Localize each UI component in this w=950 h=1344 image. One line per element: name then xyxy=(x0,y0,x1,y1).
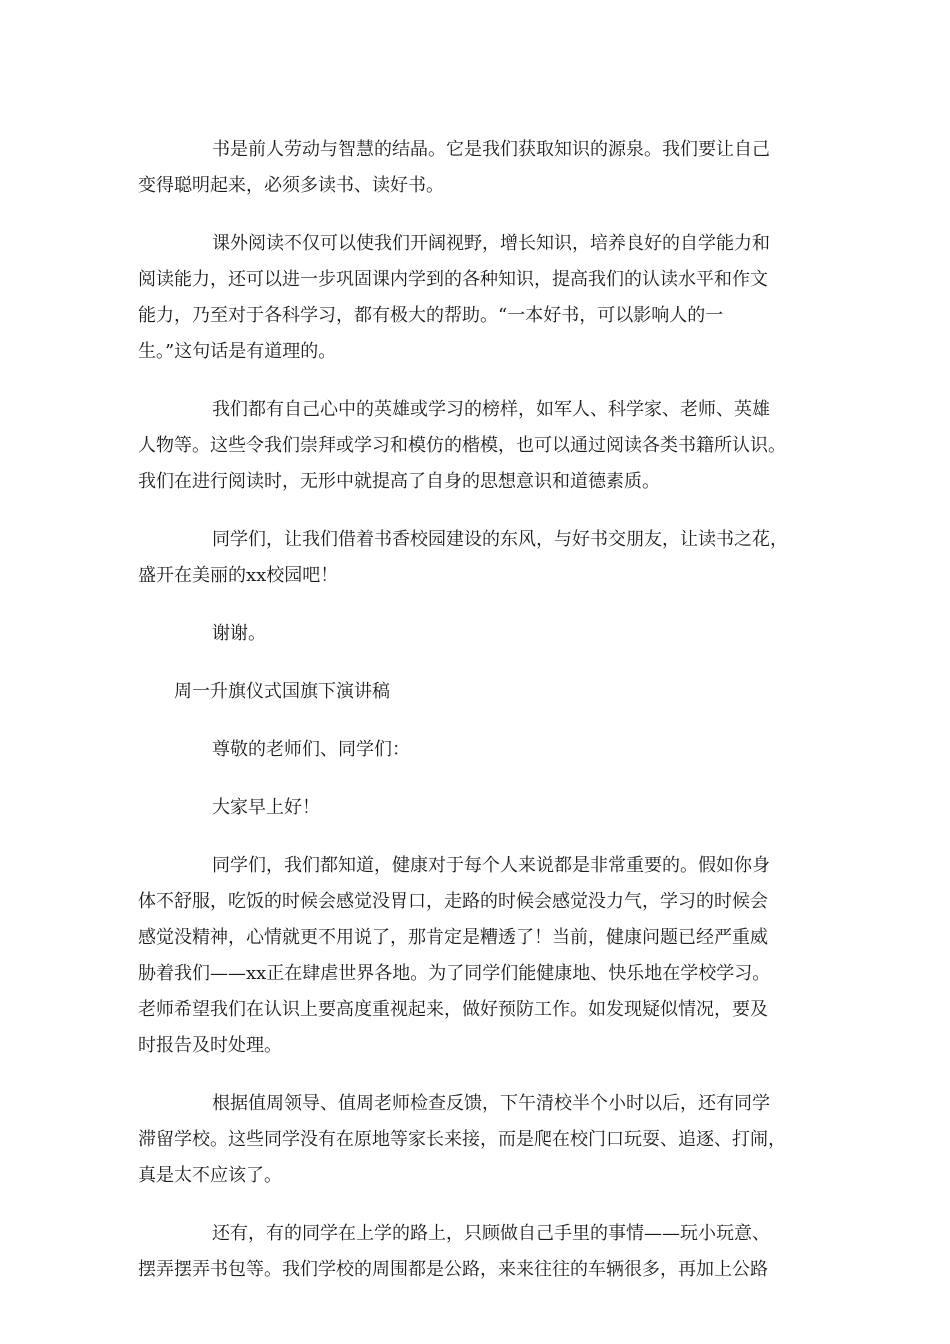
salutation: 尊敬的老师们、同学们： xyxy=(212,739,410,760)
paragraph-line: 我们在进行阅读时，无形中就提高了自身的思想意识和道德素质。 xyxy=(138,471,660,492)
paragraph-line: 同学们，我们都知道，健康对于每个人来说都是非常重要的。假如你身 xyxy=(212,855,770,876)
document-body xyxy=(138,132,818,1310)
paragraph-line: 书是前人劳动与智慧的结晶。它是我们获取知识的源泉。我们要让自己 xyxy=(212,139,770,160)
paragraph-line: 真是太不应该了。 xyxy=(138,1165,282,1186)
paragraph-2 xyxy=(138,226,818,370)
paragraph-line: 人物等。这些令我们崇拜或学习和模仿的楷模，也可以通过阅读各类书籍所认识。 xyxy=(138,435,786,456)
paragraph-6 xyxy=(138,1086,818,1194)
paragraph-line: 感觉没精神，心情就更不用说了，那肯定是糟透了！当前，健康问题已经严重威 xyxy=(138,927,768,948)
paragraph-line: 胁着我们——xx正在肆虐世界各地。为了同学们能健康地、快乐地在学校学习。 xyxy=(138,963,771,984)
paragraph-1 xyxy=(138,132,818,204)
paragraph-5 xyxy=(138,848,818,1064)
paragraph-line: 变得聪明起来，必须多读书、读好书。 xyxy=(138,175,444,196)
paragraph-line: 时报告及时处理。 xyxy=(138,1035,282,1056)
paragraph-line: 盛开在美丽的xx校园吧！ xyxy=(138,565,339,586)
paragraph-line: 体不舒服，吃饭的时候会感觉没胃口，走路的时候会感觉没力气，学习的时候会 xyxy=(138,891,768,912)
greeting: 大家早上好！ xyxy=(212,797,320,818)
paragraph-3 xyxy=(138,392,818,500)
thanks-text: 谢谢。 xyxy=(212,623,266,644)
paragraph-line: 阅读能力，还可以进一步巩固课内学到的各种知识，提高我们的认读水平和作文 xyxy=(138,269,768,290)
paragraph-line: 能力，乃至对于各科学习，都有极大的帮助。“一本好书，可以影响人的一 xyxy=(138,305,724,326)
paragraph-line: 我们都有自己心中的英雄或学习的榜样，如军人、科学家、老师、英雄 xyxy=(212,399,770,420)
paragraph-line: 生。”这句话是有道理的。 xyxy=(138,341,337,362)
paragraph-line: 还有，有的同学在上学的路上，只顾做自己手里的事情——玩小玩意、 xyxy=(212,1223,770,1244)
paragraph-4 xyxy=(138,522,818,594)
paragraph-line: 根据值周领导、值周老师检查反馈，下午清校半个小时以后，还有同学 xyxy=(212,1093,770,1114)
paragraph-line: 滞留学校。这些同学没有在原地等家长来接，而是爬在校门口玩耍、追逐、打闹， xyxy=(138,1129,786,1150)
paragraph-line: 老师希望我们在认识上要高度重视起来，做好预防工作。如发现疑似情况，要及 xyxy=(138,999,768,1020)
paragraph-line: 同学们，让我们借着书香校园建设的东风，与好书交朋友，让读书之花， xyxy=(212,529,788,550)
paragraph-7 xyxy=(138,1216,818,1288)
paragraph-line: 摆弄摆弄书包等。我们学校的周围都是公路，来来往往的车辆很多，再加上公路 xyxy=(138,1259,768,1280)
speech-title: 周一升旗仪式国旗下演讲稿 xyxy=(174,681,390,702)
paragraph-line: 课外阅读不仅可以使我们开阔视野，增长知识，培养良好的自学能力和 xyxy=(212,233,770,254)
